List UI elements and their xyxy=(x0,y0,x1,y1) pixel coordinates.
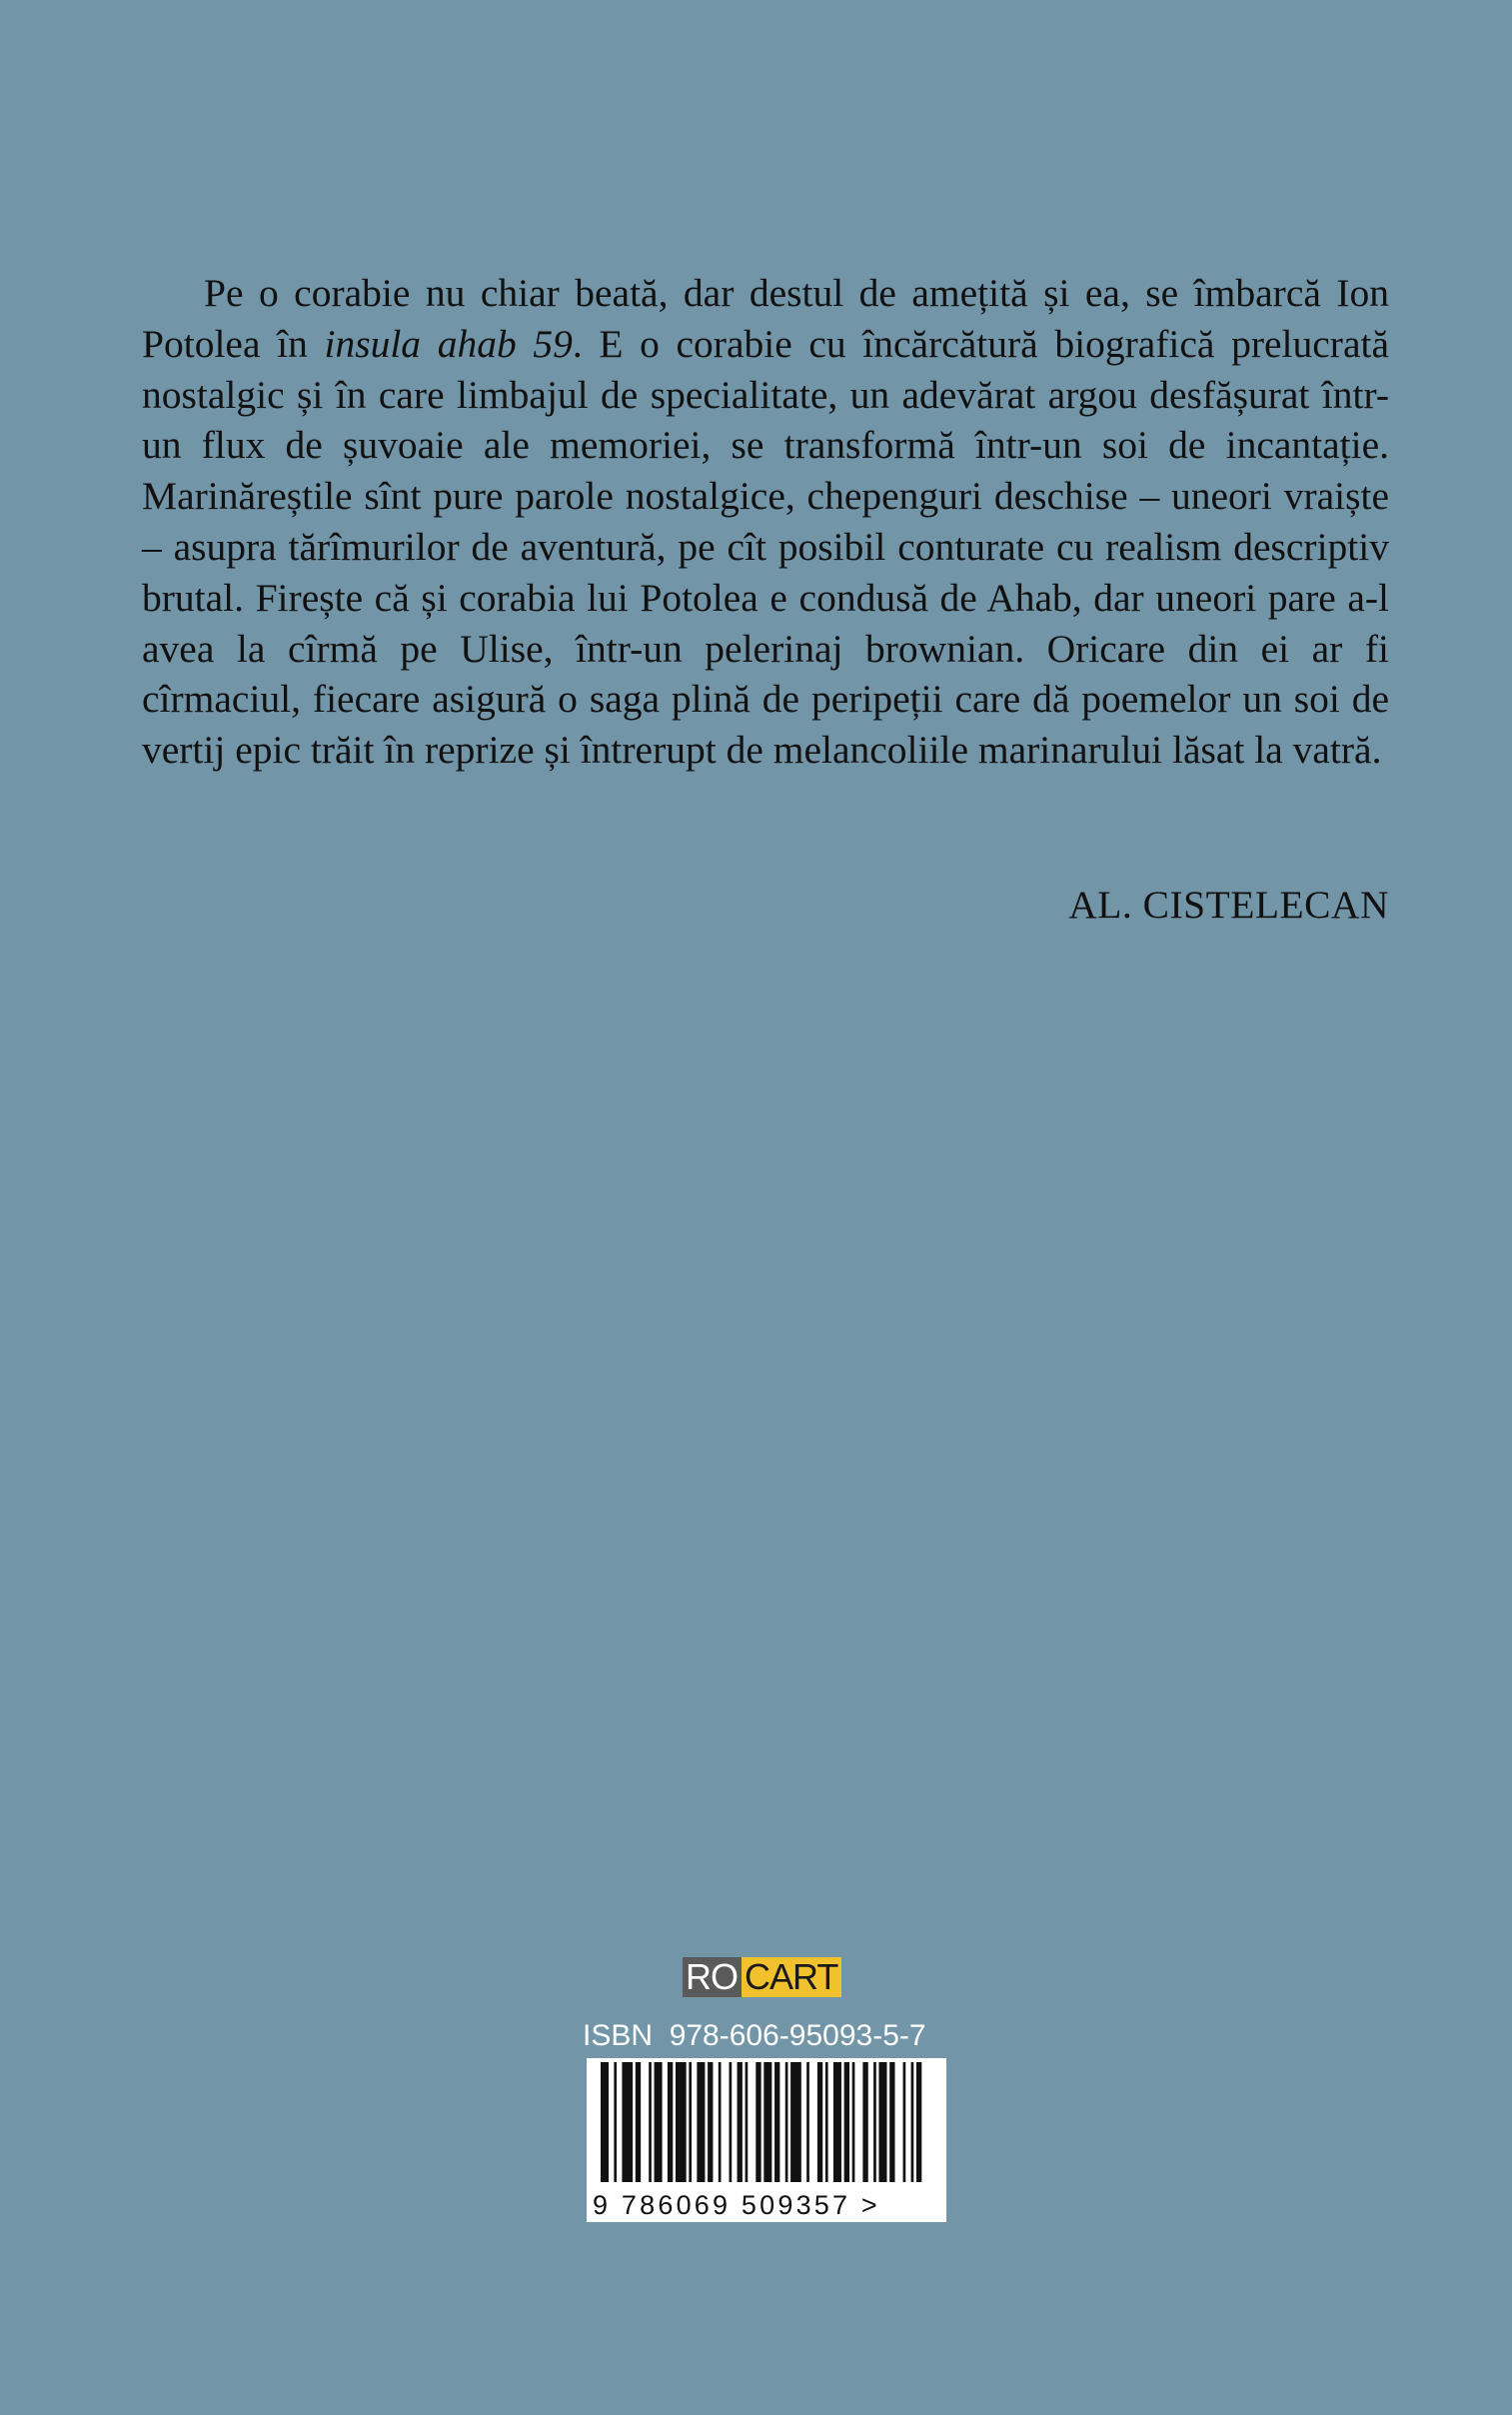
barcode-bar xyxy=(852,2062,855,2182)
barcode-bar xyxy=(676,2062,687,2182)
isbn-label: ISBN 978-606-95093-5-7 xyxy=(583,2019,926,2052)
barcode-bar xyxy=(817,2062,822,2182)
blurb-text-start: Pe o corabie nu chiar beată, dar destul de amețită și ea, se îmbarcă Ion Potolea în xyxy=(142,271,1389,366)
barcode-bar xyxy=(738,2062,743,2182)
barcode-bar xyxy=(708,2062,713,2182)
barcode-bar xyxy=(756,2062,760,2182)
barcode-bar xyxy=(785,2062,788,2182)
barcode-bar xyxy=(790,2062,801,2182)
publisher-logo-right: CART xyxy=(742,1957,841,1997)
barcode-bar xyxy=(916,2062,921,2182)
barcode-bar xyxy=(862,2062,867,2182)
barcode-bar xyxy=(719,2062,722,2182)
barcode-bar xyxy=(878,2062,886,2182)
barcode-bar xyxy=(774,2062,779,2182)
barcode-bar xyxy=(601,2062,609,2182)
publisher-logo xyxy=(683,1957,841,1997)
isbn-barcode xyxy=(587,2058,946,2222)
barcode-bar xyxy=(730,2062,733,2182)
barcode-bar xyxy=(649,2062,652,2182)
blurb-text-rest: . E o corabie cu încărcătură biografică prelucrată nostalgic și în care limbajul de specialitate, un adevărat argou desfășurat într-un flux de șuvoaie ale memoriei, se transformă într-un soi de incantație. Marinăreștile sînt pure parole nostalgice, chepenguri deschise – uneori vraiște – asupra tărîmurilor de aventură, pe cît posibil conturate cu realism descriptiv brutal. Firește că și corabia lui Potolea e condusă de Ahab, dar uneori pare a-l avea la cîrmă pe Ulise, într-un pelerinaj brownian. Oricare din ei ar fi cîrmaciul, fiecare asigură o saga plină de peripeții care dă poemelor un soi de vertij epic trăit în reprize și întrerupt de melancoliile marinarului lăsat la vatră. xyxy=(142,321,1389,773)
publisher-logo-left: RO xyxy=(683,1957,742,1997)
barcode-bar xyxy=(889,2062,894,2182)
barcode-bar xyxy=(655,2062,663,2182)
book-title-italic: insula ahab 59 xyxy=(324,321,573,366)
barcode-bar xyxy=(911,2062,914,2182)
barcode-bar xyxy=(833,2062,841,2182)
barcode-bar xyxy=(844,2062,849,2182)
barcode-digits: 9 786069 509357 > xyxy=(593,2190,880,2220)
barcode-bar xyxy=(873,2062,876,2182)
barcode-bar xyxy=(668,2062,673,2182)
blurb-author: AL. CISTELECAN xyxy=(1068,883,1389,927)
barcode-bar xyxy=(746,2062,749,2182)
back-cover-blurb xyxy=(142,268,1389,776)
barcode-bar xyxy=(614,2062,617,2182)
barcode-bar xyxy=(622,2062,633,2182)
barcode-bar xyxy=(806,2062,809,2182)
barcode-bar xyxy=(636,2062,641,2182)
barcode-bar xyxy=(689,2062,692,2182)
barcode-bar xyxy=(697,2062,705,2182)
barcode-bar xyxy=(825,2062,828,2182)
barcode-bar xyxy=(763,2062,771,2182)
barcode-bar xyxy=(903,2062,906,2182)
